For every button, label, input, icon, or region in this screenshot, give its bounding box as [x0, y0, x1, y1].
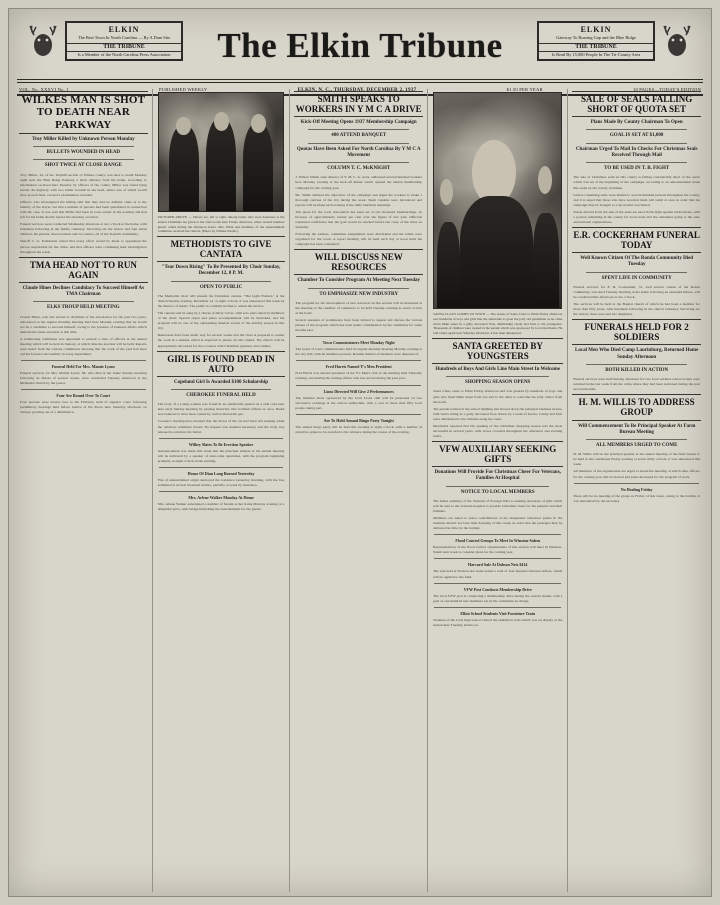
article-body: Coroner's investigation revealed that the motor of the car had been left running while the windows remained closed. No inquest was deemed necessary and the body was released to relatives for burial. [157, 419, 285, 434]
minor-headline: VFW Post Conducts Membership Drive [463, 586, 532, 592]
subhead: Claude Hines Declines Candidacy To Succeed Himself As TMA Chairman [22, 285, 145, 298]
article-body: Funeral services for E. R. Cockerham, 72, well known citizen of the Ronda community, who died Tuesday morning at his home following an extended illness, will be conducted this afternoon at two o'clock. [573, 284, 701, 299]
masthead-badge-right [537, 21, 655, 61]
divider [296, 414, 421, 415]
headline-willis-address-group: H. M. WILLIS TO ADDRESS GROUP [572, 394, 701, 420]
subhead: Chairman Urged To Mail In Checks For Christmas Seals Received Through Mail [575, 146, 698, 158]
subhead: "Tear Down Rising" To Be Presented By Choir Sunday, December 12, 8 P. M. [161, 265, 281, 277]
divider [159, 467, 284, 468]
divider [308, 288, 409, 289]
subhead: Kick-Off Meeting Opens 1937 Membership Campaign [300, 120, 417, 126]
article-body: Fred Harris was elected president of the Y's Men's club at the meeting held Thursday evening, succeeding the retiring officer who has served during the past year. [295, 371, 423, 381]
divider [586, 162, 687, 163]
article-body: Four persons were bound over to the February term of superior court following preliminary hearings held before Justice of the Peace here Saturday afternoon on charges growing out of a disturbance. [20, 400, 147, 415]
divider [434, 558, 561, 559]
subhead: TO EMPHASIZE NEW INDUSTRY [319, 291, 399, 297]
subhead: Hundreds of Boys And Girls Line Main Street In Welcome [435, 366, 560, 372]
deer-icon [23, 23, 63, 63]
dateline-date: ELKIN, N. C., THURSDAY, DECEMBER 2, 1937 [297, 87, 417, 93]
minor-headline: Fred Harris Named Y's Men President [325, 364, 392, 370]
headline-vfw-auxiliary: VFW AUXILIARY SEEKING GIFTS [432, 441, 563, 467]
badge-bottom: Is a Member of the North Carolina Press Association [77, 52, 171, 57]
divider [33, 159, 134, 160]
subhead: NOTICE TO LOCAL MEMBERS [460, 489, 535, 495]
subhead: COLUMN T. C. McKNIGHT [327, 166, 391, 172]
minor-headline: House Of Dian Long Burned Yesterday [187, 470, 255, 476]
divider [21, 389, 146, 390]
article-body: Several speakers of prominence have been invited to appear and discuss the various phases of the program, which has been under consideration by the committee for some months past. [295, 318, 423, 333]
divider [434, 607, 561, 608]
photo-caption: PICTURED ABOVE — Shown are, left to right, among ladies who were hostesses at the annual Christmas tea given at the club rooms here Friday afternoon, when several hundred guests called during the afternoon hours. Mrs. Elkin and members of the entertainment committee received the visitors. (Photo by Tribune Studio.) [157, 215, 285, 234]
masthead-badge-left [65, 21, 183, 61]
article-body: Representatives of the flood control organizations of this section will meet in Winston-Salem next week to consider plans for the coming year. [433, 545, 563, 555]
column-2 [157, 89, 286, 892]
article-body: Funeral services were conducted Wednesday afternoon at two o'clock at the home, with interment following in the family cemetery. Surviving are the widow and four small children, his parents, three brothers and two sisters, all of the Traphill community. [20, 222, 147, 237]
minor-headline: Lions Directed Will Give 2 Performances [323, 388, 394, 394]
newspaper-sheet [8, 8, 712, 897]
article-body: The annual bingo party will be held this evening at eight o'clock, with a number of attractive prizes to be awarded to the winners during the course of the evening. [295, 424, 423, 434]
article-body: The body of a young woman was found in an automobile parked on a side road near here early Sunday morning by passing motorists who notified officers at once. Death was believed to have been caused by carbon monoxide gas. [157, 402, 285, 417]
headline-will-discuss-resources: WILL DISCUSS NEW RESOURCES [294, 249, 423, 275]
article-body: Students of the local high school visited the exhibition train which was on display at the station here Tuesday afternoon. [433, 617, 563, 627]
headline-girl-found-dead: GIRL IS FOUND DEAD IN AUTO [157, 351, 286, 377]
divider [308, 129, 409, 130]
article-body: The ladies auxiliary of the Veterans of Foreign Wars is seeking donations of gifts which will be sent to the veterans hospital to provide Christmas cheer for the patients and their families. [433, 498, 563, 514]
subhead: SHOPPING SEASON OPENS [465, 380, 531, 386]
subhead: SHOT TWICE AT CLOSE RANGE [44, 163, 122, 169]
article-grid [17, 89, 703, 892]
divider [159, 438, 284, 439]
subhead: TO BE USED IN T. B. FIGHT [604, 166, 670, 172]
minor-headline: No Healing Friday [620, 486, 653, 492]
badge-mid: THE TRIBUNE [67, 43, 181, 53]
article-body: Funeral services for Mrs. Mamie Lyons, 68, who died at her home Sunday morning following an illness of several weeks, were conducted Tuesday afternoon at the Methodist church by the pastor. [20, 371, 147, 386]
minor-headline: Harvard Sale At Dobson Nets $414 [467, 562, 528, 568]
column-rule [567, 89, 568, 892]
divider [308, 162, 409, 163]
dateline-publication: PUBLISHED WEEKLY [158, 87, 208, 92]
subhead: SPENT LIFE IN COMMUNITY [601, 275, 672, 281]
dateline-volume: VOL. No. XXXVI No. 1 [19, 87, 69, 92]
subhead: CHEROKEE FUNERAL HELD [186, 393, 256, 398]
article-body: Troy Miller, 34, of the Traphill section of Wilkes county, was shot to death Monday night near the Blue Ridge Parkway a short distance from his home, according to information received here Tuesday by officers of the county. Miller was found lying beside the highway with two bullet wounds in the head, either one of which would have proven fatal, coroner's examination revealed. [20, 172, 147, 197]
article-body: Members are asked to leave contributions at the designated collection points in the business district not later than Saturday of this week, in order that the packages may be delivered in time for the holiday. [433, 516, 563, 531]
subhead: BOTH KILLED IN ACTION [605, 367, 669, 373]
minor-headline: Funeral Held For Mrs. Mamie Lyons [51, 364, 115, 370]
headline-tma-head: TMA HEAD NOT TO RUN AGAIN [19, 257, 148, 283]
subhead: BULLETS WOUNDED IN HEAD [46, 150, 121, 156]
deer-icon [657, 23, 697, 63]
article-body: Sheriff C. G. Poindexter stated that every effort would be made to apprehend the person responsible for the crime, and that officers were continuing their investigation throughout the week. [20, 239, 147, 254]
column-4 [432, 89, 563, 892]
subhead: 400 ATTEND BANQUET [331, 133, 387, 139]
article-body: Mrs. Arlene Walker entertained a number of friends at her home Monday evening at a delightful party, with bridge furnishing the entertainment for the guests. [157, 501, 285, 511]
divider [586, 439, 687, 440]
article-body: Officers who investigated the killing said that they had no definite clues as to the identity of the slayer, but that a number of persons had been questioned in connection with the case. It was said that Miller had been in town earlier in the evening and had left for his home shortly before the shooting occurred. [20, 200, 147, 220]
divider [159, 491, 284, 492]
subhead: ELKS TROUP HELD MEETING [47, 305, 120, 311]
article-body: The services will be held at the Baptist church of which he had been a member for more than fifty years, with interment following in the church cemetery. Surviving are the widow, three sons and two daughters. [573, 302, 701, 317]
article-body: The sale of Christmas seals in this county is falling considerably short of the quota which was set at the beginning of the campaign, according to an announcement made this week by the county chairman. [573, 175, 701, 190]
divider [296, 385, 421, 386]
article-body: There will be no meeting of the group on Friday of this week, owing to the holiday, it was announced by the secretary. [573, 493, 701, 503]
article-body: The Methodist choir will present the Christmas cantata, "The Light Eternal," at the church Sunday evening, December 12, at eight o'clock, it was announced this week by the director of music. The public is cordially invited to attend the service. [157, 293, 285, 309]
column-5 [572, 89, 701, 892]
article-body: Funds derived from the sale of the seals are used in the fight against tuberculosis, with a portion remaining in the county for local work and the remainder going to the state and national organizations. [573, 209, 701, 224]
article-body: Claude Hines, who has served as chairman of the association for the past two years, announced at the regular monthly meeting held here Monday evening that he would not be a candidate to succeed himself, owing to the pressure of business affairs which demand his entire attention at this time. [20, 314, 147, 334]
article-body: Fire of undetermined origin destroyed the residence yesterday morning, with the loss estimated at several thousand dollars, partially covered by insurance. [157, 477, 285, 487]
subhead: GOAL IS SET AT $1,000 [609, 133, 664, 139]
minor-headline: Town Commissioners Meet Monday Night [322, 340, 395, 346]
badge-name: ELKIN [580, 25, 612, 34]
article-body: Letters containing seals were mailed to several hundred persons throughout the county, and it is urged that those who have received them will remit at once in order that the campaign may be brought to a successful conclusion. [573, 192, 701, 207]
column-1 [19, 89, 148, 892]
article-body: Merchants reported that the opening of the Christmas shopping season was the most successful in several years, with stores crowded throughout the afternoon and evening hours. [433, 423, 563, 438]
minor-headline: Mrs. Arlene Walker Monday At Home [188, 494, 254, 500]
article-body: The parade formed at the school building and moved down the principal business streets, with Santa riding in a gaily decorated float drawn by a team of horses. Candy and fruit were distributed to the children along the route. [433, 406, 563, 421]
divider [296, 336, 421, 337]
subhead: Plans Made By County Chairman To Open [590, 120, 683, 126]
subhead: Troy Miller Killed by Unknown Person Monday [32, 136, 135, 142]
masthead-rule [17, 79, 703, 83]
divider [446, 486, 549, 487]
column-rule [152, 89, 153, 892]
headline-methodists-cantata: METHODISTS TO GIVE CANTATA [157, 236, 286, 262]
article-body: Santa Claus came to Elkin Friday afternoon and was greeted by hundreds of boys and girls who lined Main street from one end to the other to welcome the jolly visitor from the north. [433, 389, 563, 404]
article-body: Announcement was made this week that the principal address at the annual meeting will be delivered by a speaker of state-wide reputation, with the program beginning promptly at eight o'clock in the evening. [157, 448, 285, 463]
divider [586, 129, 687, 130]
subhead: Local Men Who Died Camp Laurinburg, Returned Home Sunday Afternoon [575, 348, 699, 360]
article-body: The program for the development of new resources in this section will be discussed at the meeting of the chamber of commerce to be held Tuesday evening at seven o'clock at the hotel. [295, 300, 423, 315]
article-body: The board of town commissioners held its regular monthly meeting Monday evening at the city hall, with all members present. Routine matters of business were disposed of. [295, 347, 423, 357]
column-rule [289, 89, 290, 892]
headline-sale-of-seals: SALE OF SEALS FALLING SHORT OF QUOTA SET [572, 91, 701, 117]
divider [171, 389, 272, 390]
article-body: The minstrel show sponsored by the local Lions club will be presented on two successive evenings at the school auditorium, with a cast of more than fifty local people taking part. [295, 395, 423, 410]
divider [586, 364, 687, 365]
column-3 [294, 89, 423, 892]
photo-hostesses [158, 92, 285, 212]
article-body: The cantata will be sung by a chorus of thirty voices, with solo parts taken by members of the choir. Special organ and piano accompaniment will be furnished, and the program will be one of the outstanding musical events of the holiday season in this city. [157, 311, 285, 331]
headline-cockerham-funeral: E.R. COCKERHAM FUNERAL TODAY [572, 227, 701, 253]
article-body: The local VFW post is conducting a membership drive during the current month, with a goal of one hundred new members set by the committee in charge. [433, 593, 563, 603]
article-body: Mr. Smith outlined the objectives of the campaign and urged the workers to make a thorough canvass of the city during the week. Team captains were introduced and reports will be made each evening at the daily luncheon meetings. [295, 192, 423, 207]
headline-wilkes-man-shot: WILKES MAN IS SHOT TO DEATH NEAR PARKWAY [19, 91, 148, 134]
divider [296, 360, 421, 361]
article-body: Rehearsals have been under way for several weeks and the choir is prepared to render the work in a manner which is expected to please all who attend. The church will be appropriately decorated for the occasion with Christmas greenery and candles. [157, 333, 285, 348]
subhead: Copeland Girl Is Awarded $100 Scholarship [174, 379, 268, 385]
divider [586, 143, 687, 144]
minor-headline: Four Are Bound Over To Court [56, 393, 111, 399]
divider [574, 483, 699, 484]
subhead: Quotas Have Been Asked For North Carolina By Y M C A Movement [296, 146, 421, 158]
divider [586, 272, 687, 273]
divider [434, 534, 561, 535]
subhead: OPEN TO PUBLIC [199, 284, 243, 290]
minor-headline: Elkin School Students Visit Furniture Train [460, 610, 535, 616]
subhead: ALL MEMBERS URGED TO COME [595, 443, 678, 448]
headline-smith-speaks: SMITH SPEAKS TO WORKERS IN Y M C A DRIVE [294, 91, 423, 117]
subhead: Will Commencement To Be Principal Speaker At Farm Bureau Meeting [577, 423, 696, 435]
minor-headline: Are To Hold Annual Bingo Party Tonight [323, 417, 394, 423]
article-body: A nominating committee was appointed to present a slate of officers at the annual meeting which will be held in January, at which time the election will be held. Reports were heard from the various committees showing that the work of the year had been carried forward successfully in every department. [20, 336, 147, 356]
article-body: Funeral services were held Sunday afternoon for two local soldiers whose bodies were returned home last week from the camp where they had been stationed during the past several months. [573, 377, 701, 392]
article-body: The quota for the local association has been set at one thousand memberships, an increase of approximately twenty per cent over the figure of last year. Officials expressed confidence that the goal would be reached before the close of the drive on Saturday. [295, 209, 423, 229]
badge-sub: Gateway To Roaring Gap and the Blue Ridge [556, 35, 636, 40]
subhead: Well Known Citizen Of The Ronda Community Died Tuesday [580, 256, 694, 268]
divider [21, 360, 146, 361]
article-body: J. Wilson Smith, state director of Y. M. C. A. work, addressed several hundred workers here Monday evening at the kick-off dinner which opened the annual membership campaign for the coming year. [295, 175, 423, 190]
divider [33, 301, 134, 302]
badge-name: ELKIN [108, 25, 140, 34]
headline-funerals-two-soldiers: FUNERALS HELD FOR 2 SOLDIERS [572, 319, 701, 345]
article-body: All members of the organization are urged to attend the meeting, at which time officers for the coming year will be elected and plans discussed for the program of work. [573, 469, 701, 479]
dateline-price: $1.50 PER YEAR [506, 87, 543, 92]
minor-headline: Flood Control Groups To Meet In Winston-Salem [455, 538, 540, 544]
divider [171, 281, 272, 282]
photo-caption: SANTA CLAUS COMES TO TOWN — The streets of Santa Claus to Elkin Friday afternoon saw hundreds of boys and girls line the sidewalks to greet the jolly old gentleman as he came down Main street in a gaily decorated float, distributing candy and fruit to the youngsters. Thousands of children were treated in the parade which was sponsored by local merchants. He will return again next Saturday afternoon, it has been announced. [433, 312, 563, 336]
article-body: The sale held at Dobson last week netted a total of four hundred fourteen dollars, which will be applied to the fund. [433, 569, 563, 579]
headline-santa-greeted: SANTA GREETED BY YOUNGSTERS [432, 338, 563, 364]
divider [308, 143, 409, 144]
divider [434, 583, 561, 584]
badge-mid: THE TRIBUNE [539, 43, 653, 53]
dateline-edition: 10 PAGES—TODAY'S EDITION [632, 87, 701, 92]
divider [33, 146, 134, 147]
badge-sub: The Best Town In North Carolina — By A Dam Site [77, 35, 171, 40]
minor-headline: Wilkey Slates To Be Erection Speaker [188, 441, 254, 447]
column-rule [427, 89, 428, 892]
photo-santa [433, 92, 562, 309]
subhead: Chamber To Consider Program At Meeting Next Tuesday [297, 278, 421, 284]
article-body: H. M. Willis will be the principal speaker at the annual meeting of the farm bureau to be held at the courthouse Friday evening at seven thirty o'clock, it was announced this week. [573, 452, 701, 467]
divider [446, 376, 549, 377]
masthead [17, 15, 703, 77]
badge-bottom: Is Read By 15,000 People In The Tri-County Area [551, 52, 641, 57]
subhead: Donations Will Provide For Christmas Cheer For Veterans, Families At Hospital [434, 470, 561, 482]
page-title: The Elkin Tribune [217, 26, 503, 65]
article-body: Following the address, committee assignments were distributed and the teams were organized for the work. A report meeting will be held each day at noon until the campaign has been completed. [295, 232, 423, 247]
